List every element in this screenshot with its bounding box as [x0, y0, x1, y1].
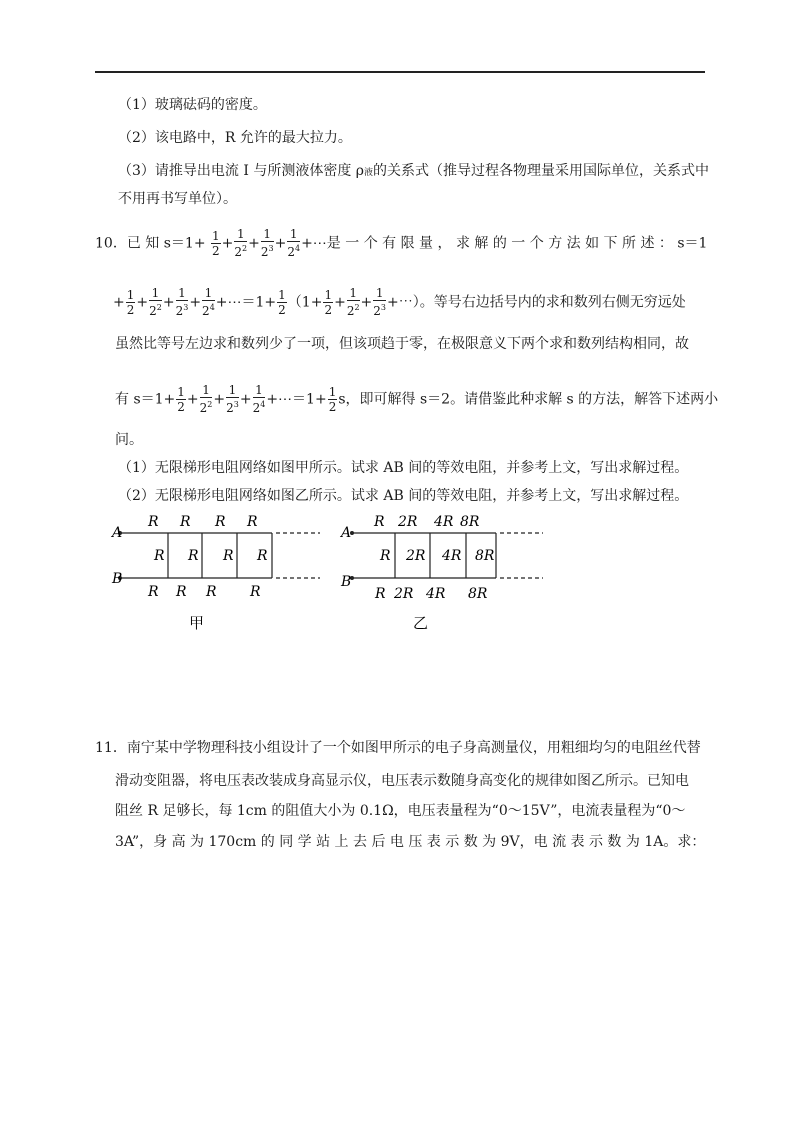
q10-line5: 问。 — [115, 432, 143, 448]
q10-part1: （1）无限梯形电阻网络如图甲所示。试求 AB 间的等效电阻，并参考上文，写出求解过程。 — [118, 460, 689, 476]
fraction: $\frac{1}{2^3}$ — [373, 286, 387, 318]
bottom-resistor-label: R — [206, 584, 217, 600]
q10-line1: 10．已 知 s＝1+ $\frac{1}{2}$ + $\frac{1}{2^2}$ + $\frac{1}{2^3}$ + $\frac{1}{2^4}$ +⋯是 一 个 有 限 量 ， 求 解 的 一 个 方 法 如 下 所 述 ： s＝1 — [95, 227, 708, 259]
header-rule — [95, 71, 705, 73]
terminal-a: A — [112, 525, 123, 541]
q9-part3: （3）请推导出电流 I 与所测液体密度 ρ液的关系式（推导过程各物理量采用国际单位，关系式中 — [118, 163, 710, 179]
top-resistor-label: R — [180, 514, 191, 530]
top-resistor-label: R — [215, 514, 226, 530]
fraction: $\frac{1}{2^3}$ — [226, 383, 239, 415]
top-resistor-label: 8R — [460, 514, 480, 530]
ladder-network-yi — [338, 508, 553, 633]
bottom-resistor-label: 2R — [394, 586, 414, 602]
bottom-resistor-label: R — [176, 584, 187, 600]
top-resistor-label: R — [247, 514, 258, 530]
fraction: $\frac{1}{2}$ — [126, 287, 135, 317]
top-resistor-label: R — [374, 514, 385, 530]
q11-line3: 阻丝 R 足够长，每 1cm 的阻值大小为 0.1Ω，电压表量程为“0～15V”，电流表量程为“0～ — [115, 803, 686, 819]
rung-resistor-label: 2R — [406, 548, 426, 564]
q11-line2: 滑动变阻器，将电压表改装成身高显示仪，电压表示数随身高变化的规律如图乙所示。已知电 — [115, 773, 689, 789]
bottom-resistor-label: R — [250, 584, 261, 600]
rung-resistor-label: 4R — [442, 548, 462, 564]
fraction: $\frac{1}{2^2}$ — [199, 383, 213, 415]
bottom-resistor-label: R — [148, 584, 159, 600]
q11-line4: 3A”，身 高 为 170cm 的 同 学 站 上 去 后 电 压 表 示 数 为 9V，电 流 表 示 数 为 1A。求： — [115, 834, 706, 850]
q10-part2: （2）无限梯形电阻网络如图乙所示。试求 AB 间的等效电阻，并参考上文，写出求解过程。 — [118, 488, 689, 504]
figure-caption-jia: 甲 — [189, 614, 205, 632]
terminal-b: B — [341, 574, 352, 590]
q10-line4: 有 s＝1+ $\frac{1}{2}$ + $\frac{1}{2^2}$ + $\frac{1}{2^3}$ + $\frac{1}{2^4}$ +⋯＝1+ $\frac{1}{2}$ s，即可解得 s＝2。请借鉴此种求解 s 的方法，解答下述两小 — [115, 383, 719, 415]
q9-part1: （1）玻璃砝码的密度。 — [118, 97, 267, 113]
top-resistor-label: 2R — [398, 514, 418, 530]
fraction: $\frac{1}{2^4}$ — [252, 383, 266, 415]
fraction: $\frac{1}{2}$ — [177, 384, 185, 414]
terminal-b: B — [112, 571, 123, 587]
q11-line1: 11．南宁某中学物理科技小组设计了一个如图甲所示的电子身高测量仪，用粗细均匀的电阻丝代替 — [95, 740, 701, 756]
fraction: $\frac{1}{2^3}$ — [175, 286, 189, 318]
fraction: $\frac{1}{2^3}$ — [260, 227, 274, 259]
fraction: $\frac{1}{2^2}$ — [346, 286, 360, 318]
q9-part2: （2）该电路中，R 允许的最大拉力。 — [118, 130, 352, 146]
bottom-resistor-label: R — [375, 586, 386, 602]
fraction: $\frac{1}{2}$ — [324, 287, 333, 317]
fraction: $\frac{1}{2^2}$ — [234, 227, 248, 259]
fraction: $\frac{1}{2^2}$ — [149, 286, 162, 318]
rung-resistor-label: R — [380, 548, 391, 564]
q10-line3: 虽然比等号左边求和数列少了一项，但该项趋于零，在极限意义下两个求和数列结构相同，故 — [115, 336, 689, 352]
rung-resistor-label: R — [223, 548, 234, 564]
ladder-network-jia — [110, 508, 325, 633]
top-resistor-label: 4R — [434, 514, 454, 530]
fraction: $\frac{1}{2}$ — [212, 228, 220, 258]
figure-caption-yi: 乙 — [413, 614, 429, 632]
bottom-resistor-label: 8R — [468, 586, 488, 602]
fraction: $\frac{1}{2}$ — [328, 384, 337, 414]
rung-resistor-label: R — [188, 548, 199, 564]
rung-resistor-label: R — [257, 548, 268, 564]
top-resistor-label: R — [148, 514, 159, 530]
bottom-resistor-label: 4R — [426, 586, 446, 602]
terminal-a: A — [341, 525, 352, 541]
rung-resistor-label: R — [154, 548, 165, 564]
fraction: $\frac{1}{2}$ — [278, 287, 286, 317]
rung-resistor-label: 8R — [475, 548, 495, 564]
fraction: $\frac{1}{2^4}$ — [202, 286, 215, 318]
q10-line2: + $\frac{1}{2}$ + $\frac{1}{2^2}$ + $\frac{1}{2^3}$ + $\frac{1}{2^4}$ +⋯＝1+ $\frac{1}{2}$ （1+ $\frac{1}{2}$ + $\frac{1}{2^2}$ + $\frac{1}{2^3}$ +⋯）。等号右边括号内的求和数列右侧无穷远处 — [113, 286, 686, 318]
fraction: $\frac{1}{2^4}$ — [287, 227, 301, 259]
q9-part3-cont: 不用再书写单位）。 — [118, 191, 237, 207]
